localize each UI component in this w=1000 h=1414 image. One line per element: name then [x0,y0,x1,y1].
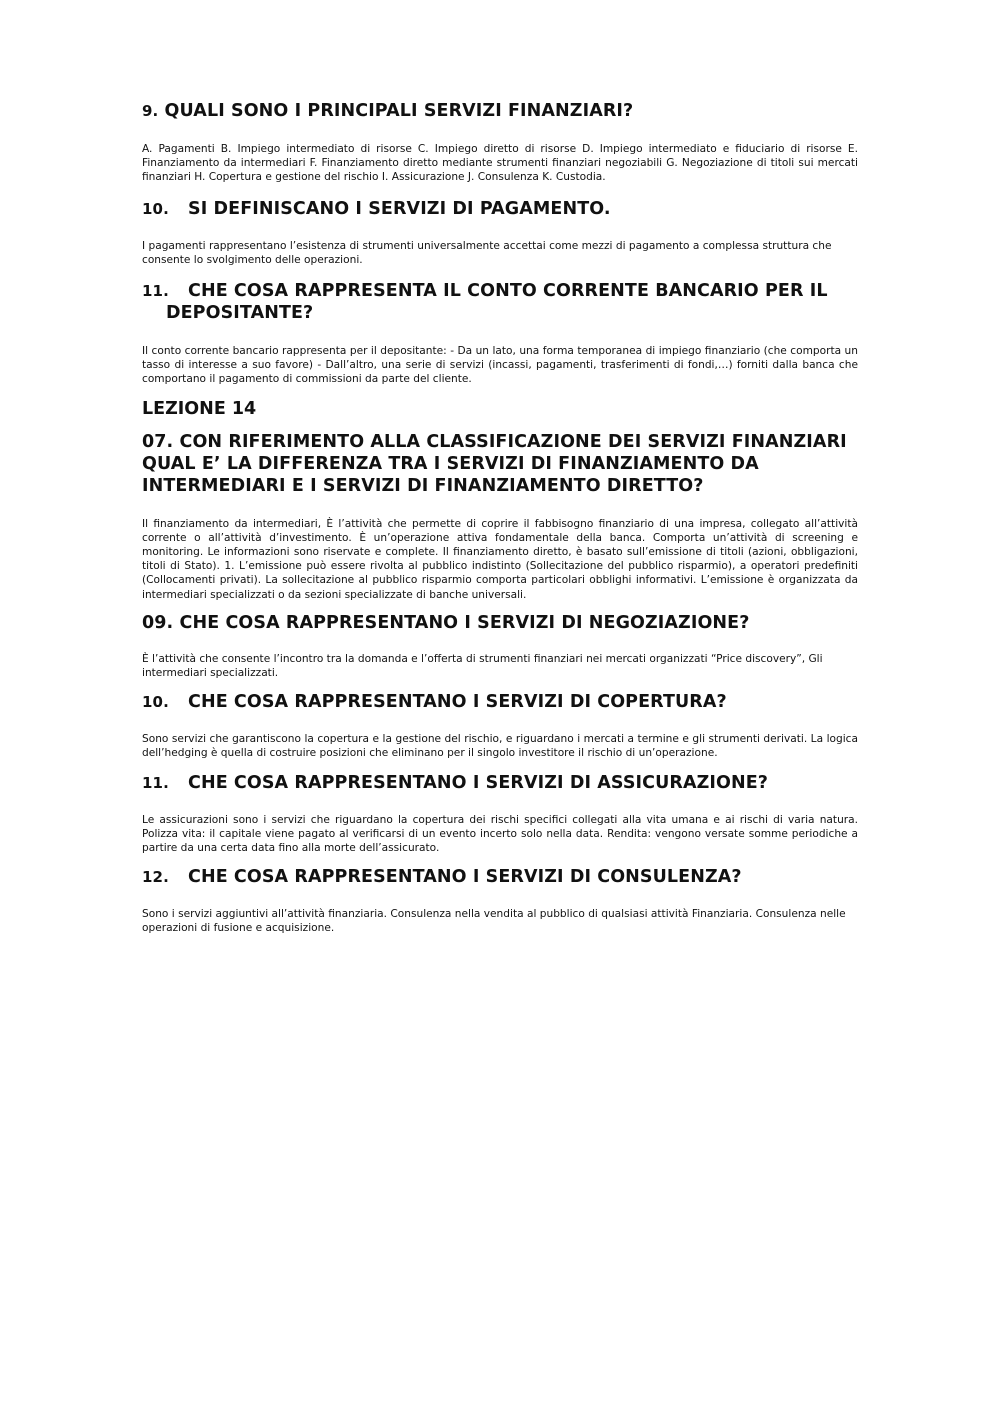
question-heading-9 [142,100,858,122]
question-title: CHE COSA RAPPRESENTANO I SERVIZI DI NEGOZIAZIONE? [179,612,750,633]
question-number: 09. [142,612,174,633]
question-heading-07 [142,431,858,497]
question-title: CHE COSA RAPPRESENTANO I SERVIZI DI CONSULENZA? [188,867,742,888]
question-number: 11. [142,773,169,792]
question-title: SI DEFINISCANO I SERVIZI DI PAGAMENTO. [188,198,611,219]
question-heading-11 [142,280,858,324]
question-number: 9. [142,102,159,120]
question-title: CON RIFERIMENTO ALLA CLASSIFICAZIONE DEI SERVIZI FINANZIARI QUAL E’ LA DIFFERENZA TRA I SERVIZI DI FINANZIAMENTO DA INTERMEDIARI E I SERVIZI DI FINANZIAMENTO DIRETTO? [142,431,847,496]
question-heading-10-copertura [142,691,858,713]
answer-paragraph: I pagamenti rappresentano l’esistenza di strumenti universalmente accettai come mezzi di pagamento a complessa struttura che consente lo svolgimento delle operazioni. [142,239,832,266]
lesson-title: LEZIONE 14 [142,398,257,419]
question-heading-10 [142,198,858,220]
question-heading-09 [142,612,858,634]
answer-paragraph: È l’attività che consente l’incontro tra la domanda e l’offerta di strumenti finanziari nei mercati organizzati “Price discovery”, Gli intermediari specializzati. [142,652,823,680]
question-title: CHE COSA RAPPRESENTANO I SERVIZI DI COPERTURA? [188,692,727,713]
question-title: CHE COSA RAPPRESENTA IL CONTO CORRENTE BANCARIO PER IL DEPOSITANTE? [166,281,828,324]
question-number: 10. [142,693,169,712]
answer-paragraph: Sono i servizi aggiuntivi all’attività finanziaria. Consulenza nella vendita al pubblico di qualsiasi attività Finanziaria. Consulenza nelle operazioni di fusione e acquisizione. [142,908,846,935]
answer-paragraph: Il finanziamento da intermediari, È l’attività che permette di coprire il fabbisogno finanziario di una impresa, collegato all’attività corrente o all’attività d’investimento. È un’operazione attiva fondamentale della banca. Comporta un’attività di screening e monitoring. Le informazioni sono riservate e complete. Il finanziamento diretto, è basato sull’emissione di titoli (azioni, obbligazioni, titoli di Stato). 1. L’emissione può essere rivolta al pubblico indistinto (Sollecitazione del pubblico risparmio), a operatori predefiniti (Collocamenti privati). La sollecitazione al pubblico risparmio comporta particolari obblighi informativi. L’emissione è organizzata da intermediari specializzati o da sezioni specializzate di banche universali. [142,517,858,601]
question-title: CHE COSA RAPPRESENTANO I SERVIZI DI ASSICURAZIONE? [188,772,769,793]
answer-paragraph: A. Pagamenti B. Impiego intermediato di risorse C. Impiego diretto di risorse D. Impiego intermediato e fiduciario di risorse E. Finanziamento da intermediari F. Finanziamento diretto mediante strumenti finanziari negoziabili G. Negoziazione di titoli sui mercati finanziari H. Copertura e gestione del rischio I. Assicurazione J. Consulenza K. Custodia. [142,143,858,184]
question-heading-12-consulenza [142,866,858,888]
question-number: 07. [142,431,174,452]
answer-paragraph: Le assicurazioni sono i servizi che riguardano la copertura dei rischi specifici collegati alla vita umana e ai rischi di varia natura. Polizza vita: il capitale viene pagato al verificarsi di un evento incerto solo nella data. Rendita: vengono versate somme periodiche a partire da una certa data fino alla morte dell’assicurato. [142,813,858,855]
answer-paragraph: Sono servizi che garantiscono la copertura e la gestione del rischio, e riguardano i mercati a termine e gli strumenti derivati. La logica dell’hedging è quella di costruire posizioni che eliminano per il singolo investitore il rischio di un’operazione. [142,733,858,760]
answer-paragraph: Il conto corrente bancario rappresenta per il depositante: - Da un lato, una forma temporanea di impiego finanziario (che comporta un tasso di interesse a suo favore) - Dall’altro, una serie di servizi (incassi, pagamenti, trasferimenti di fondi,…) forniti dalla banca che comportano il pagamento di commissioni da parte del cliente. [142,345,858,386]
question-number: 11. [142,282,169,301]
question-title: QUALI SONO I PRINCIPALI SERVIZI FINANZIARI? [164,101,634,121]
question-number: 12. [142,868,169,887]
question-heading-11-assicurazione [142,772,858,794]
question-number: 10. [142,199,169,218]
